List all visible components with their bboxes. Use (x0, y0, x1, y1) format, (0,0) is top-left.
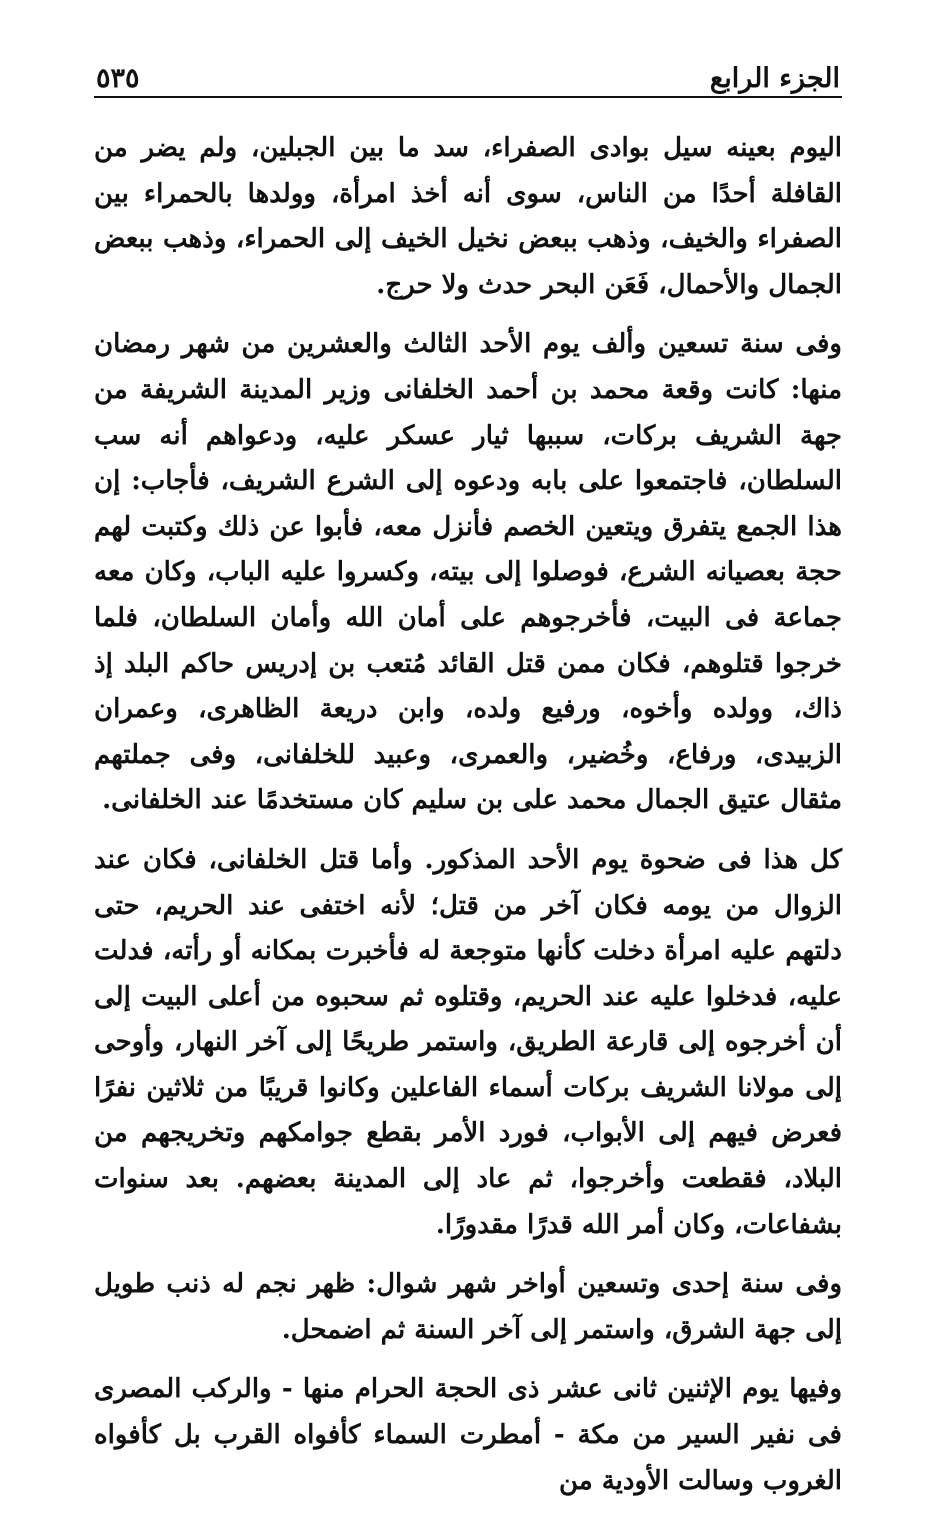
page-number: ٥٣٥ (96, 63, 140, 94)
paragraph-5: وفيها يوم الإثنين ثانى عشر ذى الحجة الحرام منها - والركب المصرى فى نفير السير من مكة - أمطرت السماء كأفواه القرب بل كأفواه الغروب وسالت الأودية من (94, 1374, 842, 1496)
book-page (94, 52, 842, 1518)
running-header (94, 52, 842, 98)
paragraph-3: كل هذا فى ضحوة يوم الأحد المذكور. وأما قتل الخلفانى، فكان عند الزوال من يومه فكان آخر من قتل؛ لأنه اختفى عند الحريم، حتى دلتهم عليه امرأة دخلت كأنها متوجعة له فأخبرت بمكانه أو رأته، فدلت عليه، فدخلوا عليه عند الحريم، وقتلوه ثم سحبوه من أعلى البيت إلى أن أخرجوه إلى قارعة الطريق، واستمر طريحًا إلى آخر النهار، وأوحى إلى مولانا الشريف بركات أسماء الفاعلين وكانوا قريبًا من ثلاثين نفرًا فعرض فيهم إلى الأبواب، فورد الأمر بقطع جوامكهم وتخريجهم من البلاد، فقطعت وأخرجوا، ثم عاد إلى المدينة بعضهم. بعد سنوات بشفاعات، وكان أمر الله قدرًا مقدورًا. (94, 844, 842, 1240)
paragraph-4: وفى سنة إحدى وتسعين أواخر شهر شوال: ظهر نجم له ذنب طويل إلى جهة الشرق، واستمر إلى آخر السنة ثم اضمحل. (94, 1269, 842, 1345)
paragraph-2: وفى سنة تسعين وألف يوم الأحد الثالث والعشرين من شهر رمضان منها: كانت وقعة محمد بن أحمد الخلفانى وزير المدينة الشريفة من جهة الشريف بركات، سببها ثيار عسكر عليه، ودعواهم أنه سب السلطان، فاجتمعوا على بابه ودعوه إلى الشرع الشريف، فأجاب: إن هذا الجمع يتفرق ويتعين الخصم فأنزل معه، فأبوا عن ذلك وكتبت لهم حجة بعصيانه الشرع، فوصلوا إلى بيته، وكسروا عليه الباب، وكان معه جماعة فى البيت، فأخرجوهم على أمان الله وأمان السلطان، فلما خرجوا قتلوهم، فكان ممن قتل القائد مُتعب بن إدريس حاكم البلد إذ ذاك، وولده وأخوه، ورفيع ولده، وابن دريعة الظاهرى، وعمران الزبيدى، ورفاع، وخُضير، والعمرى، وعبيد للخلفانى، وفى جملتهم مثقال عتيق الجمال محمد على بن سليم كان مستخدمًا عند الخلفانى. (94, 329, 842, 816)
paragraph-1: اليوم بعينه سيل بوادى الصفراء، سد ما بين الجبلين، ولم يضر من القافلة أحدًا من الناس، سوى أنه أخذ امرأة، وولدها بالحمراء بين الصفراء والخيف، وذهب ببعض نخيل الخيف إلى الحمراء، وذهب ببعض الجمال والأحمال، فَعَن البحر حدث ولا حرج. (94, 133, 842, 300)
body-text (94, 126, 842, 1504)
chapter-title: الجزء الرابع (709, 63, 840, 94)
